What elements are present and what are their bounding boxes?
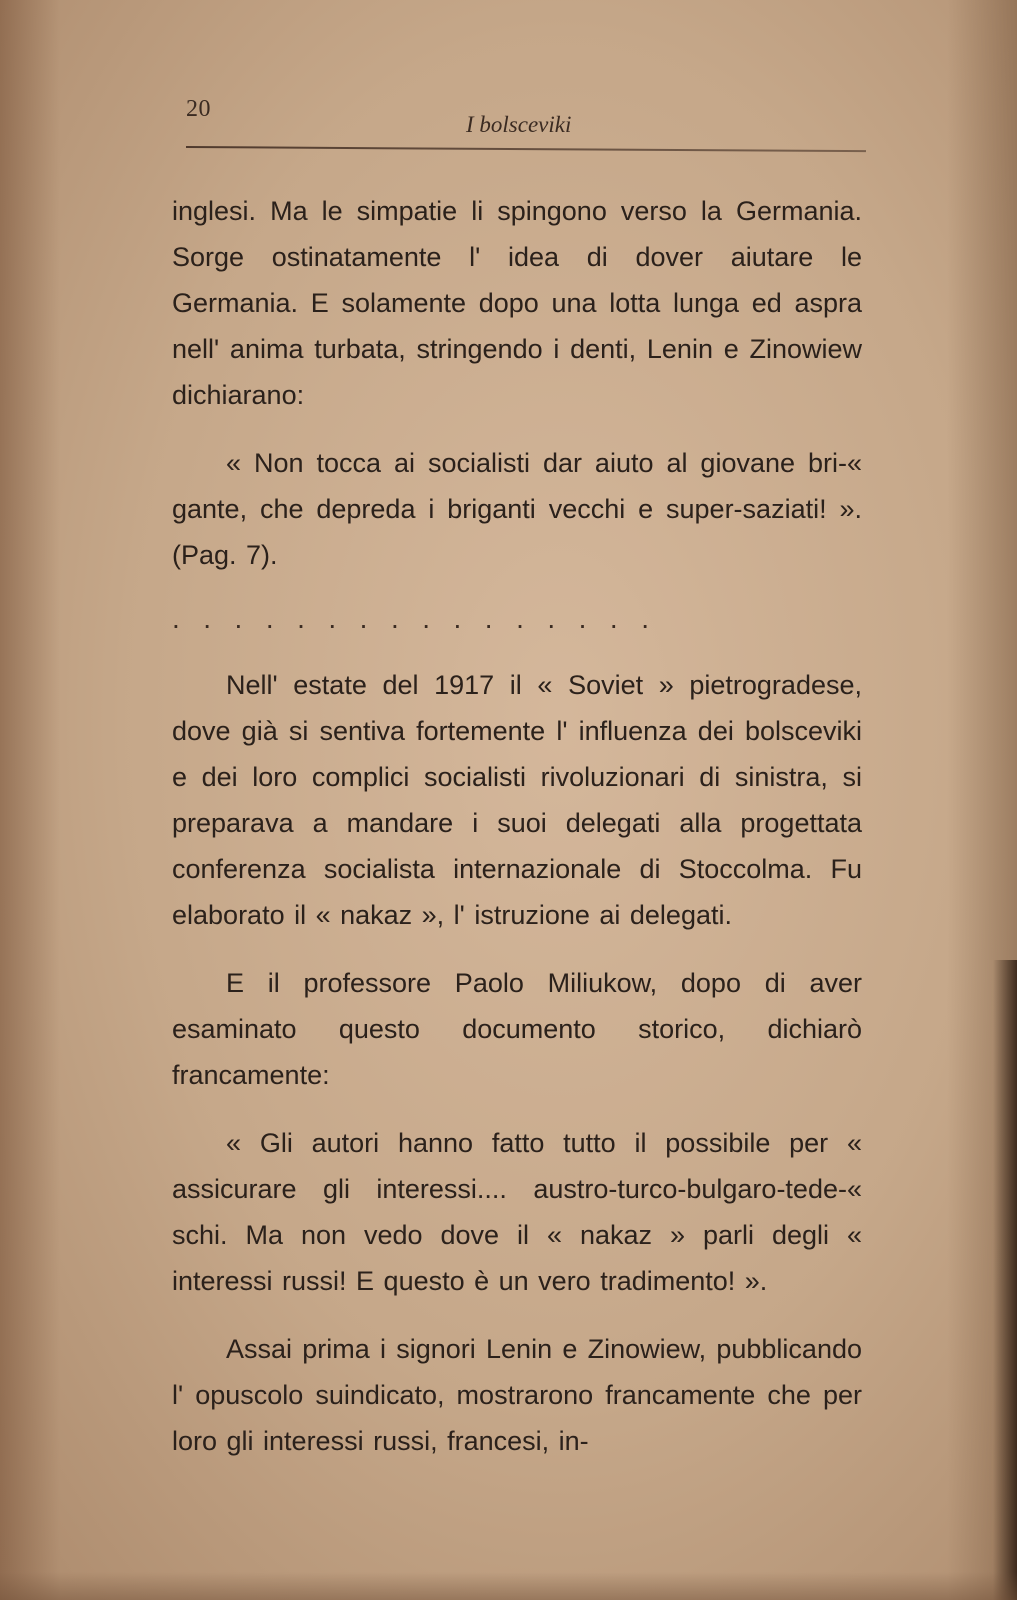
paragraph-4: Assai prima i signori Lenin e Zinowiew, pubblicando l' opuscolo suindicato, mostrarono francamente che per loro gli interessi russi, francesi, in- [172, 1334, 862, 1456]
paragraph-2: Nell' estate del 1917 il « Soviet » pietrogradese, dove già si sentiva fortemente l' influenza dei bolsceviki e dei loro complici socialisti rivoluzionari di sinistra, si preparava a mandare i suoi delegati alla progettata conferenza socialista internazionale di Stoccolma. Fu elaborato il « nakaz », l' istruzione ai delegati. [172, 670, 862, 930]
header-rule [186, 146, 866, 152]
page-body [172, 188, 862, 1464]
quotation-1: « Non tocca ai socialisti dar aiuto al giovane bri-« gante, che depreda i briganti vecchi e super-saziati! ». (Pag. 7). [172, 448, 862, 570]
page-edge-shadow-bottom [0, 1572, 1017, 1600]
running-head: I bolsceviki [466, 112, 572, 137]
section-separator: ................ [172, 603, 673, 634]
paragraph-1: inglesi. Ma le simpatie li spingono verso la Germania. Sorge ostinatamente l' idea di dover aiutare le Germania. E solamente dopo una lotta lunga ed aspra nell' anima turbata, stringendo i denti, Lenin e Zinowiew dichiarano: [172, 196, 862, 410]
quotation-2: « Gli autori hanno fatto tutto il possibile per « assicurare gli interessi.... austro-turco-bulgaro-tede-« schi. Ma non vedo dove il « nakaz » parli degli « interessi russi! E questo è un vero tradimento! ». [172, 1128, 862, 1296]
page-header [186, 96, 866, 156]
page-number: 20 [186, 96, 211, 122]
page-edge-shadow-left [0, 0, 60, 1600]
binding-shadow [993, 960, 1017, 1600]
paragraph-3: E il professore Paolo Miliukow, dopo di aver esaminato questo documento storico, dichiarò francamente: [172, 968, 862, 1090]
